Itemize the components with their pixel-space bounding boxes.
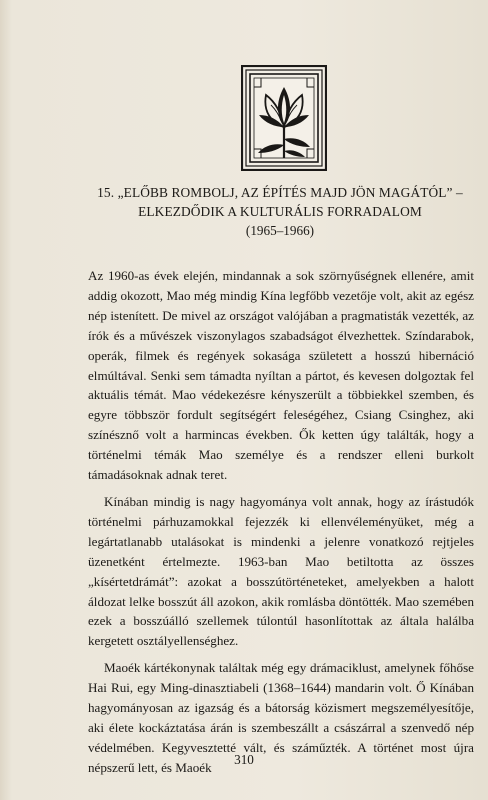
paragraph: Maoék kártékonynak találtak még egy drámaciklust, amelynek főhőse Hai Rui, egy Ming-dinasztiabeli (1368–1644) mandarin volt. Ő Kínában hagyományosan az igazság és a bátorság közismert megszemélyesítője, aki élete kockáztatása árán is szembeszállt a császárral a szenvedő nép védelmében. Kegyvesztetté vált, és száműzték. A történet most újra népszerű lett, és Maoék	[88, 660, 474, 775]
paragraph: Az 1960-as évek elején, mindannak a sok szörnyűségnek ellenére, amit addig okozott, Mao még mindig Kína legfőbb vezetője volt, akit az egész nép istenített. De mivel az országot valójában a pragmatisták vezették, az írók és a művészek viszonylagos szabadságot élvezhettek. Színdarabok, operák, filmek és regények sokasága született a hosszú hibernáció elmúltával. Senki sem támadta nyíltan a pártot, és kevesen dolgoztak fel aktuális témát. Mao védekezésre kényszerült a többiekkel szemben, és egyre többször fordult segítségért feleségéhez, Csiang Csinghez, aki színésznő volt a harmincas években. Ők ketten úgy találták, hogy a történelmi témák Mao személye és a rendszer elleni burkolt támadásoknak adnak teret.	[88, 268, 474, 483]
chapter-title-line-1: 15. „ELŐBB ROMBOLJ, AZ ÉPÍTÉS MAJD JÖN MAGÁTÓL” –	[97, 185, 463, 200]
chapter-title-line-2: ELKEZDŐDIK A KULTURÁLIS FORRADALOM	[138, 204, 422, 219]
magnolia-flower-ornament-icon	[241, 65, 327, 171]
paragraph: Kínában mindig is nagy hagyománya volt annak, hogy az írástudók történelmi párhuzamokkal fejezzék ki ellenvéleményüket, még a legártatlanabb utalásokat is mindenki a jelenre vonatkozó rejtjeles üzenetként értelmezte. 1963-ban Mao betiltotta az összes „kísértetdrámát”: azokat a bosszútörténeteket, amelyekben a halott áldozat lelke bosszút áll azokon, akik romlásba döntötték. Mao szemében ezek a bosszúálló szellemek túlontúl hasonlítottak az általa halálba kergetett osztályellenséghez.	[88, 493, 474, 649]
chapter-dates: (1965–1966)	[245, 223, 315, 238]
body-text	[88, 266, 474, 778]
chapter-title	[76, 183, 484, 221]
page-number: 310	[234, 752, 254, 767]
